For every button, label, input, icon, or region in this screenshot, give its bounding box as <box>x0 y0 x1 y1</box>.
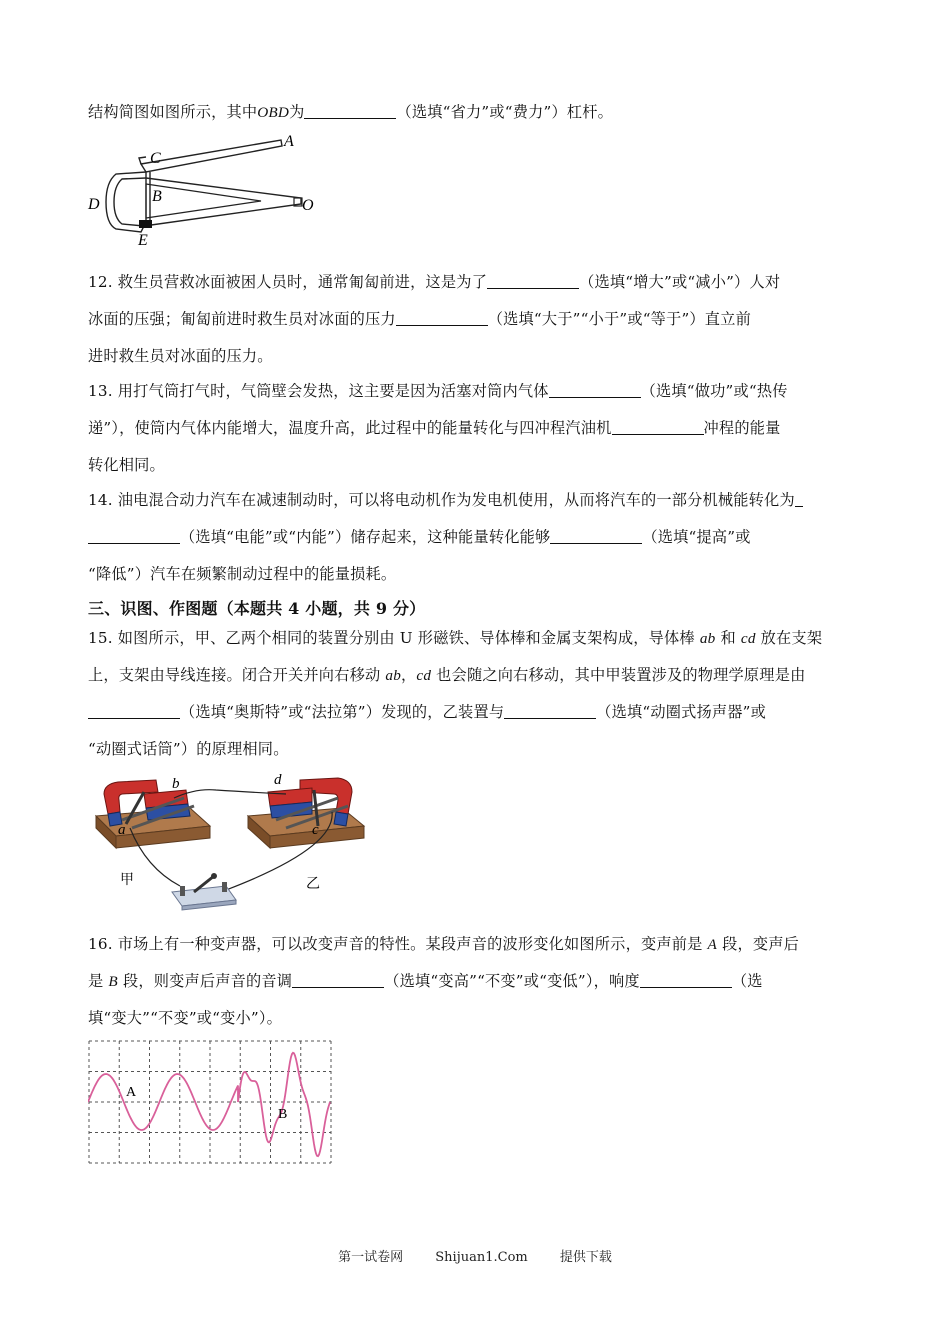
answer-blank[interactable] <box>550 529 642 544</box>
label-D: D <box>88 196 100 213</box>
q14-line-3: “降低”）汽车在频繁制动过程中的能量损耗。 <box>88 565 397 583</box>
label-jia: 甲 <box>120 872 134 888</box>
q16-line-3: 填“变大”“不变”或“变小”）。 <box>88 1009 283 1027</box>
label-A: A <box>284 133 294 150</box>
section-heading: 三、识图、作图题（本题共 4 小题，共 9 分） <box>88 599 426 618</box>
q16-line-1: 16. 市场上有一种变声器，可以改变声音的特性。某段声音的波形变化如图所示，变声前是 A 段，变声后 <box>88 935 799 953</box>
q12-line-3: 进时救生员对冰面的压力。 <box>88 347 273 365</box>
q13-line-3: 转化相同。 <box>88 456 165 474</box>
q15-line-2: 上，支架由导线连接。闭合开关并向右移动 ab，cd 也会随之向右移动，其中甲装置涉及的物理学原理是由 <box>88 666 806 684</box>
waveform-line <box>88 1053 330 1156</box>
wave-label-A: A <box>126 1085 137 1100</box>
answer-blank[interactable] <box>487 274 579 289</box>
q13-line-1: 13. 用打气筒打气时，气筒壁会发热，这主要是因为活塞对筒内气体 （选填“做功”或“热传 <box>88 382 788 400</box>
q14-line-2: （选填“电能”或“内能”）储存起来，这种能量转化能够 （选填“提高”或 <box>88 525 751 549</box>
answer-blank[interactable] <box>304 104 396 119</box>
magnet-apparatus-figure <box>86 768 376 916</box>
answer-blank[interactable] <box>612 420 704 435</box>
q12-line-2: 冰面的压强；匍匐前进时救生员对冰面的压力 （选填“大于”“小于”或“等于”）直立前 <box>88 310 751 328</box>
label-O: O <box>302 197 314 214</box>
answer-blank[interactable] <box>292 973 384 988</box>
label-yi: 乙 <box>306 876 320 892</box>
q16-line-2: 是 B 段，则变声后声音的音调 （选填“变高”“不变”或“变低”），响度 （选 <box>88 972 763 990</box>
label-B: B <box>152 188 162 205</box>
q12-line-1: 12. 救生员营救冰面被困人员时，通常匍匐前进，这是为了 （选填“增大”或“减小”）人对 <box>88 273 781 291</box>
answer-blank[interactable] <box>504 704 596 719</box>
answer-blank[interactable] <box>549 383 641 398</box>
wave-label-B: B <box>278 1107 288 1122</box>
waveform-figure <box>88 1040 332 1164</box>
label-E: E <box>138 232 148 249</box>
q13-line-2: 递”），使筒内气体内能增大，温度升高，此过程中的能量转化与四冲程汽油机 冲程的能量 <box>88 419 781 437</box>
label-b: b <box>172 776 180 792</box>
answer-blank[interactable] <box>88 704 180 719</box>
label-c: c <box>312 822 319 838</box>
lever-figure <box>86 132 326 252</box>
answer-blank[interactable] <box>640 973 732 988</box>
q11-line-1: 结构简图如图所示，其中OBD为 （选填“省力”或“费力”）杠杆。 <box>88 103 613 121</box>
label-a: a <box>118 822 126 838</box>
q15-line-3: （选填“奥斯特”或“法拉第”）发现的，乙装置与 （选填“动圈式扬声器”或 <box>88 700 766 724</box>
page-footer: 第一试卷网 Shijuan1.Com 提供下载 <box>338 1250 612 1265</box>
label-d: d <box>274 772 282 788</box>
q15-line-1: 15. 如图所示，甲、乙两个相同的装置分别由 U 形磁铁、导体棒和金属支架构成，导体棒 ab 和 cd 放在支架 <box>88 629 823 647</box>
q14-line-1: 14. 油电混合动力汽车在减速制动时，可以将电动机作为发电机使用，从而将汽车的一部分机械能转化为 <box>88 488 803 512</box>
label-C: C <box>150 150 161 167</box>
answer-blank[interactable] <box>396 311 488 326</box>
q15-line-4: “动圈式话筒”）的原理相同。 <box>88 740 289 758</box>
answer-blank[interactable] <box>88 529 180 544</box>
answer-blank[interactable] <box>795 492 803 507</box>
